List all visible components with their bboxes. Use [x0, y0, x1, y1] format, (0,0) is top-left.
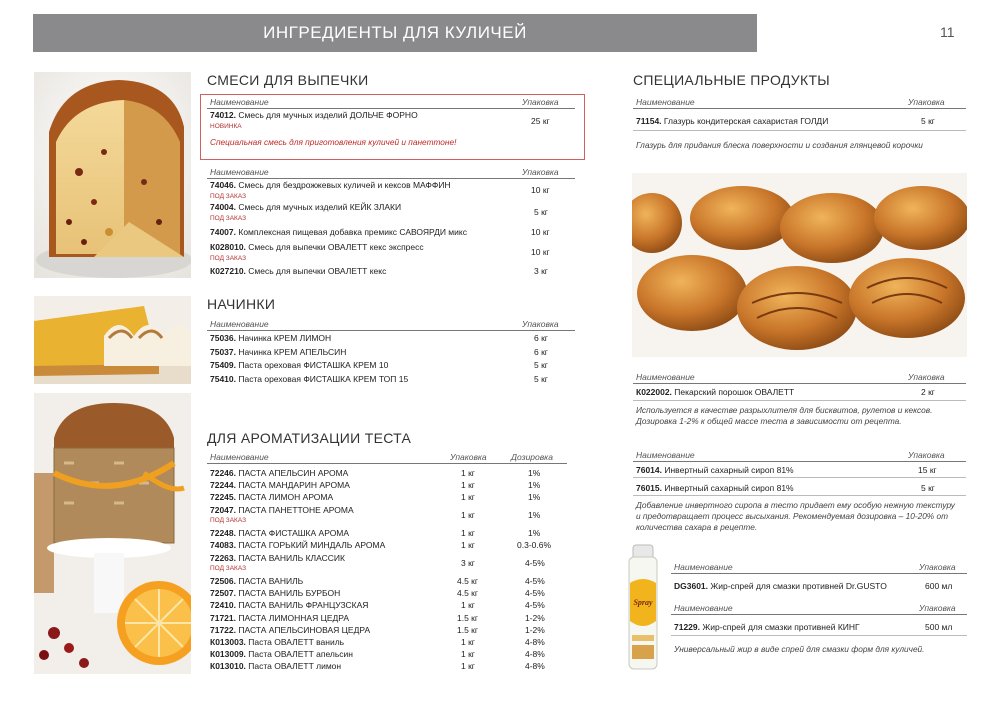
product-code: К028010.	[210, 242, 246, 252]
special-col-pack: Упаковка	[908, 97, 945, 107]
product-code: 72245.	[210, 492, 236, 503]
divider	[633, 383, 966, 384]
product-dosage: 1%	[528, 468, 541, 478]
product-name: ПАСТА ВАНИЛЬ	[238, 576, 304, 586]
syrup-col-name: Наименование	[636, 450, 695, 460]
product-row	[210, 588, 340, 598]
flavors-col-name: Наименование	[210, 452, 269, 462]
divider	[633, 130, 966, 131]
product-name: ПАСТА ВАНИЛЬ ФРАНЦУЗСКАЯ	[238, 600, 369, 611]
product-dosage: 4-5%	[525, 588, 545, 599]
mixes-col-name: Наименование	[210, 97, 269, 107]
product-row	[210, 600, 368, 610]
product-pack: 1 кг	[461, 468, 475, 478]
product-name: ПАСТА ЛИМОННАЯ ЦЕДРА	[238, 612, 350, 623]
product-row	[210, 266, 386, 276]
product-dosage: 4-5%	[525, 600, 545, 611]
product-pack: 3 кг	[461, 557, 475, 568]
powder-col-pack: Упаковка	[908, 372, 945, 382]
product-row	[210, 333, 331, 343]
order-badge: ПОД ЗАКАЗ	[210, 193, 247, 200]
product-pack: 1 кг	[461, 540, 475, 551]
product-name: ПАСТА МАНДАРИН АРОМА	[238, 480, 350, 491]
mixes-section-title: СМЕСИ ДЛЯ ВЫПЕЧКИ	[207, 72, 369, 88]
product-code: DG3601.	[674, 581, 709, 591]
product-pack: 1 кг	[461, 509, 475, 520]
divider	[207, 330, 575, 331]
svg-text:Spray: Spray	[633, 598, 653, 607]
product-name: Паста ореховая ФИСТАШКА КРЕМ 10	[238, 360, 389, 370]
order-badge: ПОД ЗАКАЗ	[210, 255, 247, 262]
product-name: ПАСТА ПАНЕТТОНЕ АРОМА	[238, 504, 354, 515]
product-row	[210, 347, 346, 357]
product-dosage: 1-2%	[525, 624, 545, 635]
product-pack: 1 кг	[461, 600, 475, 611]
mixes-col-pack-2: Упаковка	[522, 167, 559, 177]
product-name: ПАСТА АПЕЛЬСИН АРОМА	[238, 468, 349, 478]
divider	[207, 178, 575, 179]
product-code: 76014.	[636, 465, 662, 475]
product-name: ПАСТА ВАНИЛЬ КЛАССИК	[238, 552, 345, 563]
product-pack: 1.5 кг	[457, 612, 478, 623]
product-dosage: 1%	[528, 528, 541, 539]
divider	[633, 477, 966, 478]
product-pack: 3 кг	[534, 266, 548, 276]
syrup-row	[636, 465, 794, 475]
product-name: Начинка КРЕМ ЛИМОН	[238, 333, 332, 343]
product-name: Инвертный сахарный сироп 81%	[664, 483, 794, 493]
product-code: 74007.	[210, 227, 236, 237]
product-pack: 4.5 кг	[457, 576, 478, 586]
product-code: К022002.	[636, 387, 672, 397]
spray2-row	[674, 622, 860, 632]
panettone-photo	[34, 72, 191, 278]
product-row	[210, 576, 303, 586]
pastry-photo	[632, 173, 967, 357]
product-name: Паста ореховая ФИСТАШКА КРЕМ ТОП 15	[238, 373, 409, 384]
syrup-note: Добавление инвертного сиропа в тесто придает ему особую нежную текстуру и предотвращает процесс высыхания. Рекомендуемая дозировка – 10-20% от количества сахара в рецепте.	[636, 500, 955, 532]
product-pack: 1 кг	[461, 480, 475, 491]
powder-row	[636, 387, 794, 397]
divider	[633, 495, 966, 496]
spray-note: Универсальный жир в виде спрей для смазки форм для куличей.	[674, 644, 925, 654]
product-name: Паста ОВАЛЕТТ ваниль	[248, 637, 345, 647]
product-pack: 600 мл	[925, 581, 953, 591]
featured-row	[210, 110, 418, 120]
product-code: 74083.	[210, 540, 236, 551]
product-name: Глазурь кондитерская сахаристая ГОЛДИ	[663, 116, 829, 126]
product-code: 71154.	[636, 116, 662, 126]
spray2-col-pack: Упаковка	[919, 603, 956, 613]
product-pack: 10 кг	[531, 247, 550, 257]
product-pack: 5 кг	[921, 483, 935, 493]
product-name: Жир-спрей для смазки противней Dr.GUSTO	[710, 581, 887, 591]
product-row	[210, 202, 401, 212]
divider	[633, 400, 966, 401]
product-pack: 5 кг	[534, 373, 548, 384]
product-pack: 4.5 кг	[457, 588, 478, 599]
product-code: 76015.	[636, 483, 662, 493]
header-bar	[33, 14, 757, 52]
featured-note: Специальная смесь для приготовления куличей и панеттоне!	[210, 137, 457, 147]
spray1-col-name: Наименование	[674, 562, 733, 572]
product-pack: 6 кг	[534, 346, 548, 357]
product-name: ПАСТА ЛИМОН АРОМА	[238, 492, 334, 503]
product-name: Смесь для выпечки ОВАЛЕТТ кекс экспресс	[248, 242, 424, 252]
product-pack: 10 кг	[531, 185, 550, 195]
special-section-title: СПЕЦИАЛЬНЫЕ ПРОДУКТЫ	[633, 72, 830, 88]
product-code: 71721.	[210, 612, 236, 623]
mixes-col-name-2: Наименование	[210, 167, 269, 177]
kulich-orange-photo	[34, 393, 191, 674]
product-name: Начинка КРЕМ АПЕЛЬСИН	[238, 346, 347, 357]
product-row	[210, 505, 354, 515]
special-col-name: Наименование	[636, 97, 695, 107]
product-row	[210, 625, 370, 635]
product-pack: 1 кг	[461, 661, 475, 672]
product-row	[210, 637, 344, 647]
order-badge: ПОД ЗАКАЗ	[210, 516, 247, 524]
product-pack: 1 кг	[461, 649, 475, 660]
product-row	[210, 661, 341, 671]
flavors-col-dose: Дозировка	[511, 452, 553, 462]
product-dosage: 1-2%	[525, 612, 545, 623]
product-row	[210, 540, 385, 550]
product-pack: 10 кг	[531, 227, 550, 237]
product-name: Комплексная пищевая добавка премикс САВОЯРДИ микс	[238, 227, 467, 237]
flavors-col-pack: Упаковка	[450, 452, 487, 462]
spray1-col-pack: Упаковка	[919, 562, 956, 572]
product-code: 74046.	[210, 180, 236, 190]
product-row	[210, 480, 350, 490]
product-row	[210, 553, 345, 563]
product-row	[210, 374, 408, 384]
product-name: Смесь для мучных изделий КЕЙК ЗЛАКИ	[238, 202, 402, 212]
product-code: 75037.	[210, 346, 236, 357]
page-number: 11	[940, 24, 955, 40]
page-title: ИНГРЕДИЕНТЫ ДЛЯ КУЛИЧЕЙ	[263, 23, 527, 42]
product-dosage: 4-8%	[525, 649, 545, 660]
product-row	[210, 492, 333, 502]
product-row	[210, 180, 451, 190]
product-code: К027210.	[210, 266, 246, 276]
product-name: Смесь для бездрожжевых куличей и кексов МАФФИН	[238, 180, 451, 190]
syrup-row	[636, 483, 794, 493]
divider	[671, 573, 967, 574]
syrup-col-pack: Упаковка	[908, 450, 945, 460]
product-name: Инвертный сахарный сироп 81%	[664, 465, 794, 475]
product-row	[210, 528, 349, 538]
product-code: 71722.	[210, 624, 236, 635]
product-name: ПАСТА ВАНИЛЬ БУРБОН	[238, 588, 341, 599]
order-badge: ПОД ЗАКАЗ	[210, 564, 247, 572]
mixes-col-pack: Упаковка	[522, 97, 559, 107]
fillings-col-pack: Упаковка	[522, 319, 559, 329]
product-pack: 15 кг	[918, 465, 937, 475]
product-row	[210, 649, 353, 659]
product-code: 75410.	[210, 373, 236, 384]
product-dosage: 1%	[528, 509, 541, 520]
product-code: К013009.	[210, 649, 246, 660]
divider	[671, 635, 967, 636]
product-dosage: 4-5%	[525, 557, 545, 568]
powder-note: Используется в качестве разрыхлителя для бисквитов, рулетов и кексов. Дозировка 1-2% к общей массе теста в зависимости от рецепта.	[636, 405, 933, 426]
product-name: Смесь для мучных изделий ДОЛЬЧЕ ФОРНО	[238, 110, 418, 120]
product-name: Паста ОВАЛЕТТ лимон	[248, 661, 342, 672]
product-dosage: 0.3-0.6%	[517, 540, 552, 551]
lemon-tart-photo	[34, 296, 191, 384]
product-pack: 5 кг	[921, 116, 935, 126]
product-pack: 1 кг	[461, 492, 475, 503]
product-name: Жир-спрей для смазки противней КИНГ	[702, 622, 860, 632]
product-pack: 5 кг	[534, 360, 548, 370]
new-badge: НОВИНКА	[210, 123, 242, 130]
product-pack: 500 мл	[925, 622, 953, 632]
product-pack: 1.5 кг	[457, 624, 478, 635]
product-name: ПАСТА ГОРЬКИЙ МИНДАЛЬ АРОМА	[238, 540, 386, 551]
powder-col-name: Наименование	[636, 372, 695, 382]
product-name: Паста ОВАЛЕТТ апельсин	[248, 649, 353, 660]
product-code: К013003.	[210, 637, 246, 647]
divider	[671, 614, 967, 615]
product-name: Пекарский порошок ОВАЛЕТТ	[674, 387, 795, 397]
product-pack: 1 кг	[461, 528, 475, 539]
product-pack: 5 кг	[534, 207, 548, 217]
product-code: 72506.	[210, 576, 236, 586]
divider	[633, 461, 966, 462]
product-code: 75409.	[210, 360, 236, 370]
product-dosage: 1%	[528, 480, 541, 491]
product-code: 74012.	[210, 110, 236, 120]
divider	[207, 463, 567, 464]
product-dosage: 4-5%	[525, 576, 545, 586]
product-code: 72246.	[210, 468, 236, 478]
product-code: 72244.	[210, 480, 236, 491]
product-pack: 2 кг	[921, 387, 935, 397]
product-pack: 6 кг	[534, 333, 548, 343]
glaze-note: Глазурь для придания блеска поверхности и создания глянцевой корочки	[636, 140, 923, 150]
product-row	[210, 613, 349, 623]
product-row	[210, 360, 388, 370]
product-code: К013010.	[210, 661, 246, 672]
order-badge: ПОД ЗАКАЗ	[210, 215, 247, 222]
spray1-row	[674, 581, 887, 591]
product-dosage: 4-8%	[525, 637, 545, 647]
product-pack: 25 кг	[531, 116, 550, 126]
product-pack: 1 кг	[461, 637, 475, 647]
fillings-col-name: Наименование	[210, 319, 269, 329]
product-name: ПАСТА АПЕЛЬСИНОВАЯ ЦЕДРА	[238, 624, 371, 635]
product-row	[210, 242, 424, 252]
glaze-row	[636, 116, 828, 126]
product-name: ПАСТА ФИСТАШКА АРОМА	[238, 528, 350, 539]
flavors-section-title: ДЛЯ АРОМАТИЗАЦИИ ТЕСТА	[207, 430, 412, 446]
product-dosage: 1%	[528, 492, 541, 503]
product-row	[210, 468, 348, 478]
spray2-col-name: Наименование	[674, 603, 733, 613]
product-code: 72047.	[210, 504, 236, 515]
product-row	[210, 227, 467, 237]
product-code: 72410.	[210, 600, 236, 611]
product-code: 71229.	[674, 622, 700, 632]
product-code: 74004.	[210, 202, 236, 212]
product-code: 72263.	[210, 552, 236, 563]
product-dosage: 4-8%	[525, 661, 545, 672]
product-code: 72248.	[210, 528, 236, 539]
spray-can-photo	[622, 543, 664, 673]
divider	[207, 108, 575, 109]
product-name: Смесь для выпечки ОВАЛЕТТ кекс	[248, 266, 387, 276]
product-code: 72507.	[210, 588, 236, 599]
divider	[633, 108, 966, 109]
fillings-section-title: НАЧИНКИ	[207, 296, 276, 312]
product-code: 75036.	[210, 333, 236, 343]
